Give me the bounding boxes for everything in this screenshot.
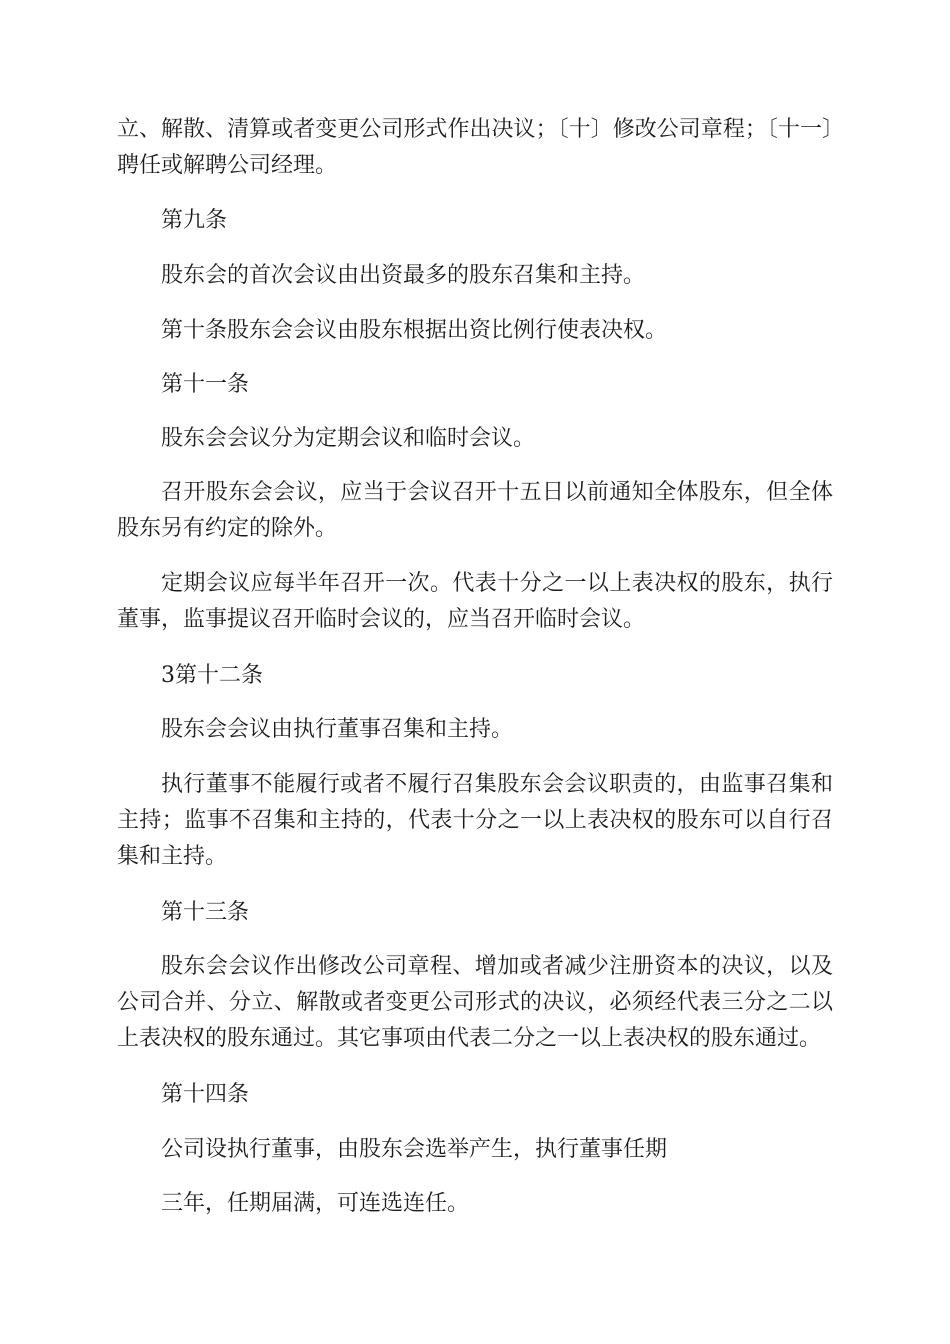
article-11-body-1: 股东会会议分为定期会议和临时会议。 (161, 426, 536, 451)
article-14-body-1: 公司设执行董事，由股东会选举产生，执行董事任期 (161, 1137, 668, 1162)
article-13-heading: 第十三条 (161, 900, 250, 925)
article-11-body-2: 召开股东会会议，应当于会议召开十五日以前通知全体股东，但全体股东另有约定的除外。 (117, 480, 833, 541)
article-12-body-1: 股东会会议由执行董事召集和主持。 (161, 717, 514, 742)
article-14-body-2: 三年，任期届满，可连选连任。 (161, 1191, 470, 1216)
article-12-body-2: 执行董事不能履行或者不履行召集股东会会议职责的，由监事召集和主持；监事不召集和主持的，代表十分之一以上表决权的股东可以自行召集和主持。 (117, 772, 833, 869)
article-14-heading: 第十四条 (161, 1082, 250, 1107)
article-12-heading: 3第十二条 (161, 663, 263, 688)
article-11-heading: 第十一条 (161, 372, 250, 397)
article-9-heading: 第九条 (161, 208, 228, 233)
article-9-body: 股东会的首次会议由出资最多的股东召集和主持。 (161, 263, 646, 288)
paragraph-continuation: 立、解散、清算或者变更公司形式作出决议；〔十〕修改公司章程；〔十一〕聘任或解聘公司经理。 (117, 117, 833, 178)
article-10: 第十条股东会会议由股东根据出资比例行使表决权。 (161, 318, 668, 343)
article-13-body: 股东会会议作出修改公司章程、增加或者减少注册资本的决议，以及公司合并、分立、解散或者变更公司形式的决议，必须经代表三分之二以上表决权的股东通过。其它事项由代表二分之一以上表决权的股东通过。 (117, 954, 833, 1051)
article-11-body-3: 定期会议应每半年召开一次。代表十分之一以上表决权的股东，执行董事，监事提议召开临时会议的，应当召开临时会议。 (117, 571, 833, 632)
